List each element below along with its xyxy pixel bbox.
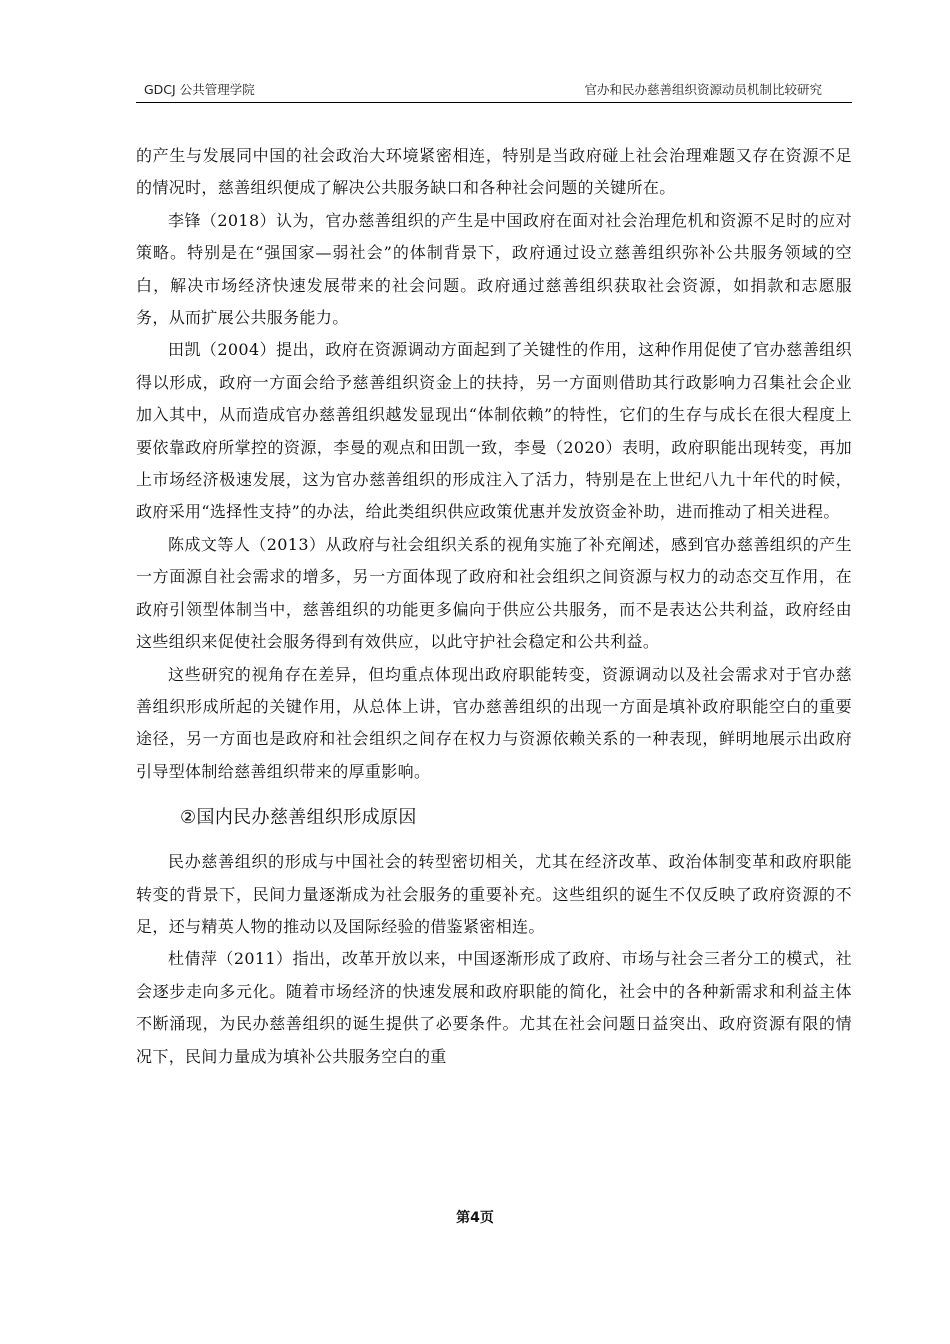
paragraph: 这些研究的视角存在差异，但均重点体现出政府职能转变，资源调动以及社会需求对于官办慈善组织形成所起的关键作用，从总体上讲，官办慈善组织的出现一方面是填补政府职能空白的重要途径，另一方面也是政府和社会组织之间存在权力与资源依赖关系的一种表现，鲜明地展示出政府引导型体制给慈善组织带来的厚重影响。 [136,664,852,781]
paragraph: 的产生与发展同中国的社会政治大环境紧密相连，特别是当政府碰上社会治理难题又存在资源不足的情况时，慈善组织便成了解决公共服务缺口和各种社会问题的关键所在。 [136,146,852,198]
paragraph: 民办慈善组织的形成与中国社会的转型密切相关，尤其在经济改革、政治体制变革和政府职能转变的背景下，民间力量逐渐成为社会服务的重要补充。这些组织的诞生不仅反映了政府资源的不足，还与精英人物的推动以及国际经验的借鉴紧密相连。 [136,852,852,936]
paragraph: 陈成文等人（2013）从政府与社会组织关系的视角实施了补充阐述，感到官办慈善组织的产生一方面源自社会需求的增多，另一方面体现了政府和社会组织之间资源与权力的动态交互作用，在政府引领型体制当中，慈善组织的功能更多偏向于供应公共服务，而不是表达公共利益，政府经由这些组织来促使社会服务得到有效供应，以此守护社会稳定和公共利益。 [136,534,852,652]
section-heading: ②国内民办慈善组织形成原因 [180,807,417,829]
header-paper-title: 官办和民办慈善组织资源动员机制比较研究 [584,82,822,97]
header-institution: GDCJ 公共管理学院 [144,82,255,97]
page-header [136,76,852,103]
paragraph: 李锋（2018）认为，官办慈善组织的产生是中国政府在面对社会治理危机和资源不足时的应对策略。特别是在“强国家—弱社会”的体制背景下，政府通过设立慈善组织弥补公共服务领域的空白，解决市场经济快速发展带来的社会问题。政府通过慈善组织获取社会资源，如捐款和志愿服务，从而扩展公共服务能力。 [136,210,852,328]
body-text [136,140,852,1073]
paragraph: 杜倩萍（2011）指出，改革开放以来，中国逐渐形成了政府、市场与社会三者分工的模式，社会逐步走向多元化。随着市场经济的快速发展和政府职能的简化，社会中的各种新需求和利益主体不断涌现，为民办慈善组织的诞生提供了必要条件。尤其在社会问题日益突出、政府资源有限的情况下，民间力量成为填补公共服务空白的重 [136,949,852,1066]
page-number: 第4页 [456,1210,494,1226]
paragraph: 田凯（2004）提出，政府在资源调动方面起到了关键性的作用，这种作用促使了官办慈善组织得以形成，政府一方面会给予慈善组织资金上的扶持，另一方面则借助其行政影响力召集社会企业加入其中，从而造成官办慈善组织越发显现出“体制依赖”的特性，它们的生存与成长在很大程度上要依靠政府所掌控的资源，李曼的观点和田凯一致，李曼（2020）表明，政府职能出现转变，再加上市场经济极速发展，这为官办慈善组织的形成注入了活力，特别是在上世纪八九十年代的时候，政府采用“选择性支持”的办法，给此类组织供应政策优惠并发放资金补助，进而推动了相关进程。 [136,340,852,522]
